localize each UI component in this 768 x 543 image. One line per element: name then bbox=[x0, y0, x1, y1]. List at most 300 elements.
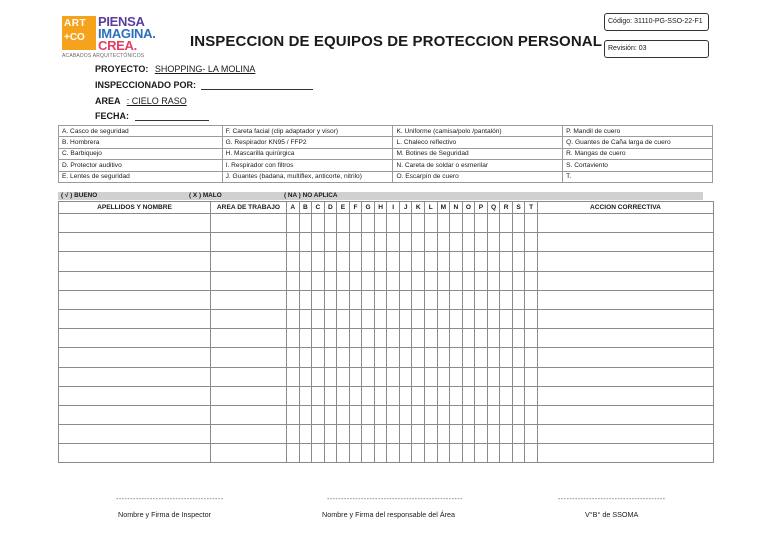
check-cell-t[interactable] bbox=[525, 252, 538, 271]
check-cell-g[interactable] bbox=[362, 386, 375, 405]
check-cell-t[interactable] bbox=[525, 329, 538, 348]
check-cell-a[interactable] bbox=[287, 252, 300, 271]
check-cell-t[interactable] bbox=[525, 348, 538, 367]
check-cell-d[interactable] bbox=[324, 444, 337, 463]
check-cell-p[interactable] bbox=[475, 290, 488, 309]
check-cell-j[interactable] bbox=[399, 214, 412, 233]
check-cell-p[interactable] bbox=[475, 386, 488, 405]
check-cell-j[interactable] bbox=[399, 425, 412, 444]
check-cell-o[interactable] bbox=[462, 386, 475, 405]
check-cell-p[interactable] bbox=[475, 425, 488, 444]
area-cell[interactable] bbox=[211, 309, 287, 328]
check-cell-c[interactable] bbox=[312, 214, 325, 233]
check-cell-l[interactable] bbox=[425, 386, 438, 405]
check-cell-l[interactable] bbox=[425, 309, 438, 328]
check-cell-m[interactable] bbox=[437, 214, 450, 233]
check-cell-m[interactable] bbox=[437, 386, 450, 405]
check-cell-o[interactable] bbox=[462, 444, 475, 463]
check-cell-a[interactable] bbox=[287, 329, 300, 348]
check-cell-r[interactable] bbox=[500, 367, 513, 386]
check-cell-m[interactable] bbox=[437, 444, 450, 463]
area-cell[interactable] bbox=[211, 444, 287, 463]
check-cell-d[interactable] bbox=[324, 214, 337, 233]
check-cell-b[interactable] bbox=[299, 386, 312, 405]
check-cell-q[interactable] bbox=[487, 367, 500, 386]
check-cell-t[interactable] bbox=[525, 233, 538, 252]
check-cell-b[interactable] bbox=[299, 214, 312, 233]
check-cell-e[interactable] bbox=[337, 348, 350, 367]
check-cell-m[interactable] bbox=[437, 290, 450, 309]
check-cell-q[interactable] bbox=[487, 425, 500, 444]
check-cell-a[interactable] bbox=[287, 348, 300, 367]
check-cell-l[interactable] bbox=[425, 252, 438, 271]
check-cell-o[interactable] bbox=[462, 329, 475, 348]
check-cell-h[interactable] bbox=[374, 348, 387, 367]
check-cell-r[interactable] bbox=[500, 386, 513, 405]
action-cell[interactable] bbox=[537, 444, 713, 463]
check-cell-f[interactable] bbox=[349, 425, 362, 444]
check-cell-q[interactable] bbox=[487, 252, 500, 271]
check-cell-o[interactable] bbox=[462, 271, 475, 290]
check-cell-n[interactable] bbox=[450, 290, 463, 309]
check-cell-k[interactable] bbox=[412, 329, 425, 348]
check-cell-n[interactable] bbox=[450, 271, 463, 290]
check-cell-e[interactable] bbox=[337, 214, 350, 233]
check-cell-s[interactable] bbox=[512, 348, 525, 367]
check-cell-k[interactable] bbox=[412, 425, 425, 444]
check-cell-a[interactable] bbox=[287, 405, 300, 424]
check-cell-t[interactable] bbox=[525, 444, 538, 463]
check-cell-s[interactable] bbox=[512, 271, 525, 290]
check-cell-o[interactable] bbox=[462, 425, 475, 444]
check-cell-a[interactable] bbox=[287, 214, 300, 233]
check-cell-f[interactable] bbox=[349, 348, 362, 367]
check-cell-g[interactable] bbox=[362, 252, 375, 271]
check-cell-i[interactable] bbox=[387, 309, 400, 328]
check-cell-s[interactable] bbox=[512, 252, 525, 271]
check-cell-g[interactable] bbox=[362, 444, 375, 463]
check-cell-r[interactable] bbox=[500, 252, 513, 271]
area-cell[interactable] bbox=[211, 329, 287, 348]
check-cell-g[interactable] bbox=[362, 425, 375, 444]
name-cell[interactable] bbox=[59, 444, 211, 463]
check-cell-f[interactable] bbox=[349, 290, 362, 309]
check-cell-i[interactable] bbox=[387, 252, 400, 271]
area-value[interactable]: : CIELO RASO bbox=[126, 96, 187, 106]
check-cell-o[interactable] bbox=[462, 309, 475, 328]
area-cell[interactable] bbox=[211, 233, 287, 252]
check-cell-c[interactable] bbox=[312, 386, 325, 405]
check-cell-o[interactable] bbox=[462, 214, 475, 233]
check-cell-j[interactable] bbox=[399, 386, 412, 405]
name-cell[interactable] bbox=[59, 425, 211, 444]
check-cell-i[interactable] bbox=[387, 329, 400, 348]
check-cell-h[interactable] bbox=[374, 425, 387, 444]
check-cell-o[interactable] bbox=[462, 290, 475, 309]
check-cell-e[interactable] bbox=[337, 329, 350, 348]
check-cell-n[interactable] bbox=[450, 348, 463, 367]
check-cell-k[interactable] bbox=[412, 405, 425, 424]
check-cell-g[interactable] bbox=[362, 271, 375, 290]
check-cell-i[interactable] bbox=[387, 214, 400, 233]
check-cell-r[interactable] bbox=[500, 329, 513, 348]
check-cell-f[interactable] bbox=[349, 329, 362, 348]
check-cell-q[interactable] bbox=[487, 444, 500, 463]
check-cell-d[interactable] bbox=[324, 425, 337, 444]
check-cell-t[interactable] bbox=[525, 425, 538, 444]
action-cell[interactable] bbox=[537, 348, 713, 367]
check-cell-j[interactable] bbox=[399, 252, 412, 271]
name-cell[interactable] bbox=[59, 214, 211, 233]
check-cell-f[interactable] bbox=[349, 233, 362, 252]
check-cell-o[interactable] bbox=[462, 233, 475, 252]
action-cell[interactable] bbox=[537, 425, 713, 444]
check-cell-g[interactable] bbox=[362, 290, 375, 309]
signature-line-inspector[interactable]: -------------------------------------- bbox=[116, 496, 224, 503]
check-cell-g[interactable] bbox=[362, 348, 375, 367]
check-cell-r[interactable] bbox=[500, 425, 513, 444]
action-cell[interactable] bbox=[537, 386, 713, 405]
check-cell-c[interactable] bbox=[312, 405, 325, 424]
check-cell-h[interactable] bbox=[374, 252, 387, 271]
check-cell-o[interactable] bbox=[462, 367, 475, 386]
check-cell-f[interactable] bbox=[349, 214, 362, 233]
check-cell-p[interactable] bbox=[475, 271, 488, 290]
check-cell-p[interactable] bbox=[475, 214, 488, 233]
check-cell-h[interactable] bbox=[374, 405, 387, 424]
check-cell-s[interactable] bbox=[512, 309, 525, 328]
check-cell-l[interactable] bbox=[425, 271, 438, 290]
check-cell-m[interactable] bbox=[437, 348, 450, 367]
check-cell-n[interactable] bbox=[450, 405, 463, 424]
inspeccionado-input-line[interactable] bbox=[201, 81, 313, 90]
check-cell-d[interactable] bbox=[324, 252, 337, 271]
check-cell-c[interactable] bbox=[312, 290, 325, 309]
area-cell[interactable] bbox=[211, 425, 287, 444]
check-cell-l[interactable] bbox=[425, 348, 438, 367]
check-cell-q[interactable] bbox=[487, 271, 500, 290]
fecha-input-line[interactable] bbox=[135, 112, 209, 121]
action-cell[interactable] bbox=[537, 214, 713, 233]
check-cell-b[interactable] bbox=[299, 367, 312, 386]
check-cell-r[interactable] bbox=[500, 405, 513, 424]
check-cell-c[interactable] bbox=[312, 309, 325, 328]
check-cell-d[interactable] bbox=[324, 348, 337, 367]
check-cell-r[interactable] bbox=[500, 290, 513, 309]
check-cell-m[interactable] bbox=[437, 309, 450, 328]
check-cell-c[interactable] bbox=[312, 348, 325, 367]
check-cell-b[interactable] bbox=[299, 271, 312, 290]
area-cell[interactable] bbox=[211, 290, 287, 309]
check-cell-k[interactable] bbox=[412, 367, 425, 386]
check-cell-e[interactable] bbox=[337, 425, 350, 444]
check-cell-n[interactable] bbox=[450, 425, 463, 444]
check-cell-t[interactable] bbox=[525, 290, 538, 309]
check-cell-e[interactable] bbox=[337, 309, 350, 328]
check-cell-m[interactable] bbox=[437, 367, 450, 386]
check-cell-a[interactable] bbox=[287, 233, 300, 252]
check-cell-l[interactable] bbox=[425, 233, 438, 252]
name-cell[interactable] bbox=[59, 348, 211, 367]
name-cell[interactable] bbox=[59, 367, 211, 386]
signature-line-responsable[interactable]: ------------------------------------------------ bbox=[327, 496, 463, 503]
check-cell-b[interactable] bbox=[299, 252, 312, 271]
check-cell-e[interactable] bbox=[337, 386, 350, 405]
check-cell-g[interactable] bbox=[362, 367, 375, 386]
check-cell-i[interactable] bbox=[387, 405, 400, 424]
check-cell-h[interactable] bbox=[374, 271, 387, 290]
check-cell-e[interactable] bbox=[337, 367, 350, 386]
check-cell-l[interactable] bbox=[425, 444, 438, 463]
check-cell-q[interactable] bbox=[487, 386, 500, 405]
check-cell-q[interactable] bbox=[487, 214, 500, 233]
check-cell-i[interactable] bbox=[387, 444, 400, 463]
check-cell-t[interactable] bbox=[525, 271, 538, 290]
check-cell-t[interactable] bbox=[525, 309, 538, 328]
check-cell-j[interactable] bbox=[399, 329, 412, 348]
check-cell-e[interactable] bbox=[337, 444, 350, 463]
check-cell-h[interactable] bbox=[374, 386, 387, 405]
check-cell-n[interactable] bbox=[450, 214, 463, 233]
check-cell-b[interactable] bbox=[299, 233, 312, 252]
check-cell-l[interactable] bbox=[425, 290, 438, 309]
check-cell-n[interactable] bbox=[450, 367, 463, 386]
check-cell-m[interactable] bbox=[437, 425, 450, 444]
check-cell-b[interactable] bbox=[299, 444, 312, 463]
name-cell[interactable] bbox=[59, 271, 211, 290]
check-cell-c[interactable] bbox=[312, 444, 325, 463]
check-cell-t[interactable] bbox=[525, 405, 538, 424]
check-cell-p[interactable] bbox=[475, 367, 488, 386]
check-cell-i[interactable] bbox=[387, 367, 400, 386]
area-cell[interactable] bbox=[211, 252, 287, 271]
check-cell-o[interactable] bbox=[462, 252, 475, 271]
check-cell-k[interactable] bbox=[412, 214, 425, 233]
check-cell-n[interactable] bbox=[450, 444, 463, 463]
check-cell-e[interactable] bbox=[337, 405, 350, 424]
check-cell-b[interactable] bbox=[299, 290, 312, 309]
check-cell-c[interactable] bbox=[312, 425, 325, 444]
name-cell[interactable] bbox=[59, 386, 211, 405]
check-cell-f[interactable] bbox=[349, 367, 362, 386]
check-cell-h[interactable] bbox=[374, 290, 387, 309]
check-cell-p[interactable] bbox=[475, 252, 488, 271]
check-cell-n[interactable] bbox=[450, 233, 463, 252]
check-cell-l[interactable] bbox=[425, 405, 438, 424]
check-cell-p[interactable] bbox=[475, 444, 488, 463]
name-cell[interactable] bbox=[59, 405, 211, 424]
check-cell-f[interactable] bbox=[349, 252, 362, 271]
check-cell-q[interactable] bbox=[487, 329, 500, 348]
check-cell-p[interactable] bbox=[475, 329, 488, 348]
check-cell-a[interactable] bbox=[287, 309, 300, 328]
check-cell-a[interactable] bbox=[287, 271, 300, 290]
check-cell-j[interactable] bbox=[399, 290, 412, 309]
check-cell-g[interactable] bbox=[362, 329, 375, 348]
area-cell[interactable] bbox=[211, 271, 287, 290]
check-cell-q[interactable] bbox=[487, 233, 500, 252]
check-cell-r[interactable] bbox=[500, 214, 513, 233]
check-cell-r[interactable] bbox=[500, 309, 513, 328]
check-cell-i[interactable] bbox=[387, 386, 400, 405]
area-cell[interactable] bbox=[211, 405, 287, 424]
check-cell-d[interactable] bbox=[324, 290, 337, 309]
check-cell-m[interactable] bbox=[437, 405, 450, 424]
check-cell-s[interactable] bbox=[512, 233, 525, 252]
check-cell-t[interactable] bbox=[525, 386, 538, 405]
check-cell-d[interactable] bbox=[324, 367, 337, 386]
name-cell[interactable] bbox=[59, 233, 211, 252]
check-cell-m[interactable] bbox=[437, 252, 450, 271]
check-cell-i[interactable] bbox=[387, 348, 400, 367]
check-cell-j[interactable] bbox=[399, 367, 412, 386]
check-cell-l[interactable] bbox=[425, 425, 438, 444]
check-cell-i[interactable] bbox=[387, 290, 400, 309]
check-cell-e[interactable] bbox=[337, 290, 350, 309]
check-cell-j[interactable] bbox=[399, 309, 412, 328]
check-cell-m[interactable] bbox=[437, 233, 450, 252]
check-cell-a[interactable] bbox=[287, 444, 300, 463]
check-cell-s[interactable] bbox=[512, 214, 525, 233]
check-cell-e[interactable] bbox=[337, 252, 350, 271]
check-cell-m[interactable] bbox=[437, 271, 450, 290]
check-cell-b[interactable] bbox=[299, 309, 312, 328]
check-cell-j[interactable] bbox=[399, 271, 412, 290]
check-cell-c[interactable] bbox=[312, 271, 325, 290]
check-cell-b[interactable] bbox=[299, 348, 312, 367]
check-cell-a[interactable] bbox=[287, 425, 300, 444]
check-cell-l[interactable] bbox=[425, 329, 438, 348]
check-cell-s[interactable] bbox=[512, 425, 525, 444]
check-cell-n[interactable] bbox=[450, 309, 463, 328]
check-cell-a[interactable] bbox=[287, 386, 300, 405]
check-cell-k[interactable] bbox=[412, 290, 425, 309]
check-cell-q[interactable] bbox=[487, 290, 500, 309]
check-cell-k[interactable] bbox=[412, 271, 425, 290]
action-cell[interactable] bbox=[537, 290, 713, 309]
check-cell-c[interactable] bbox=[312, 233, 325, 252]
action-cell[interactable] bbox=[537, 271, 713, 290]
name-cell[interactable] bbox=[59, 252, 211, 271]
check-cell-j[interactable] bbox=[399, 233, 412, 252]
check-cell-t[interactable] bbox=[525, 367, 538, 386]
check-cell-a[interactable] bbox=[287, 367, 300, 386]
check-cell-h[interactable] bbox=[374, 444, 387, 463]
check-cell-d[interactable] bbox=[324, 405, 337, 424]
check-cell-p[interactable] bbox=[475, 233, 488, 252]
check-cell-n[interactable] bbox=[450, 329, 463, 348]
area-cell[interactable] bbox=[211, 386, 287, 405]
check-cell-i[interactable] bbox=[387, 271, 400, 290]
check-cell-k[interactable] bbox=[412, 386, 425, 405]
check-cell-f[interactable] bbox=[349, 444, 362, 463]
check-cell-f[interactable] bbox=[349, 309, 362, 328]
area-cell[interactable] bbox=[211, 367, 287, 386]
check-cell-g[interactable] bbox=[362, 214, 375, 233]
check-cell-l[interactable] bbox=[425, 367, 438, 386]
name-cell[interactable] bbox=[59, 290, 211, 309]
check-cell-p[interactable] bbox=[475, 309, 488, 328]
check-cell-h[interactable] bbox=[374, 309, 387, 328]
check-cell-s[interactable] bbox=[512, 405, 525, 424]
area-cell[interactable] bbox=[211, 348, 287, 367]
area-cell[interactable] bbox=[211, 214, 287, 233]
check-cell-k[interactable] bbox=[412, 252, 425, 271]
check-cell-d[interactable] bbox=[324, 233, 337, 252]
check-cell-j[interactable] bbox=[399, 348, 412, 367]
check-cell-k[interactable] bbox=[412, 309, 425, 328]
check-cell-k[interactable] bbox=[412, 233, 425, 252]
check-cell-l[interactable] bbox=[425, 214, 438, 233]
check-cell-g[interactable] bbox=[362, 233, 375, 252]
check-cell-s[interactable] bbox=[512, 444, 525, 463]
check-cell-i[interactable] bbox=[387, 425, 400, 444]
check-cell-f[interactable] bbox=[349, 386, 362, 405]
check-cell-d[interactable] bbox=[324, 309, 337, 328]
check-cell-c[interactable] bbox=[312, 329, 325, 348]
check-cell-i[interactable] bbox=[387, 233, 400, 252]
check-cell-c[interactable] bbox=[312, 252, 325, 271]
check-cell-q[interactable] bbox=[487, 309, 500, 328]
check-cell-n[interactable] bbox=[450, 386, 463, 405]
check-cell-h[interactable] bbox=[374, 367, 387, 386]
check-cell-e[interactable] bbox=[337, 233, 350, 252]
action-cell[interactable] bbox=[537, 367, 713, 386]
check-cell-q[interactable] bbox=[487, 348, 500, 367]
check-cell-s[interactable] bbox=[512, 367, 525, 386]
check-cell-c[interactable] bbox=[312, 367, 325, 386]
check-cell-h[interactable] bbox=[374, 233, 387, 252]
action-cell[interactable] bbox=[537, 309, 713, 328]
check-cell-r[interactable] bbox=[500, 444, 513, 463]
check-cell-m[interactable] bbox=[437, 329, 450, 348]
check-cell-n[interactable] bbox=[450, 252, 463, 271]
check-cell-h[interactable] bbox=[374, 329, 387, 348]
check-cell-d[interactable] bbox=[324, 329, 337, 348]
check-cell-d[interactable] bbox=[324, 271, 337, 290]
check-cell-g[interactable] bbox=[362, 309, 375, 328]
name-cell[interactable] bbox=[59, 309, 211, 328]
check-cell-r[interactable] bbox=[500, 271, 513, 290]
check-cell-d[interactable] bbox=[324, 386, 337, 405]
check-cell-g[interactable] bbox=[362, 405, 375, 424]
check-cell-o[interactable] bbox=[462, 348, 475, 367]
check-cell-k[interactable] bbox=[412, 348, 425, 367]
action-cell[interactable] bbox=[537, 329, 713, 348]
check-cell-r[interactable] bbox=[500, 348, 513, 367]
action-cell[interactable] bbox=[537, 405, 713, 424]
check-cell-a[interactable] bbox=[287, 290, 300, 309]
check-cell-b[interactable] bbox=[299, 405, 312, 424]
check-cell-f[interactable] bbox=[349, 271, 362, 290]
proyecto-value[interactable]: SHOPPING- LA MOLINA bbox=[154, 64, 256, 74]
check-cell-s[interactable] bbox=[512, 290, 525, 309]
action-cell[interactable] bbox=[537, 233, 713, 252]
check-cell-j[interactable] bbox=[399, 405, 412, 424]
check-cell-s[interactable] bbox=[512, 386, 525, 405]
check-cell-q[interactable] bbox=[487, 405, 500, 424]
check-cell-f[interactable] bbox=[349, 405, 362, 424]
check-cell-h[interactable] bbox=[374, 214, 387, 233]
name-cell[interactable] bbox=[59, 329, 211, 348]
check-cell-k[interactable] bbox=[412, 444, 425, 463]
signature-line-ssoma[interactable]: -------------------------------------- bbox=[558, 496, 666, 503]
check-cell-b[interactable] bbox=[299, 329, 312, 348]
check-cell-p[interactable] bbox=[475, 348, 488, 367]
check-cell-j[interactable] bbox=[399, 444, 412, 463]
check-cell-t[interactable] bbox=[525, 214, 538, 233]
check-cell-e[interactable] bbox=[337, 271, 350, 290]
